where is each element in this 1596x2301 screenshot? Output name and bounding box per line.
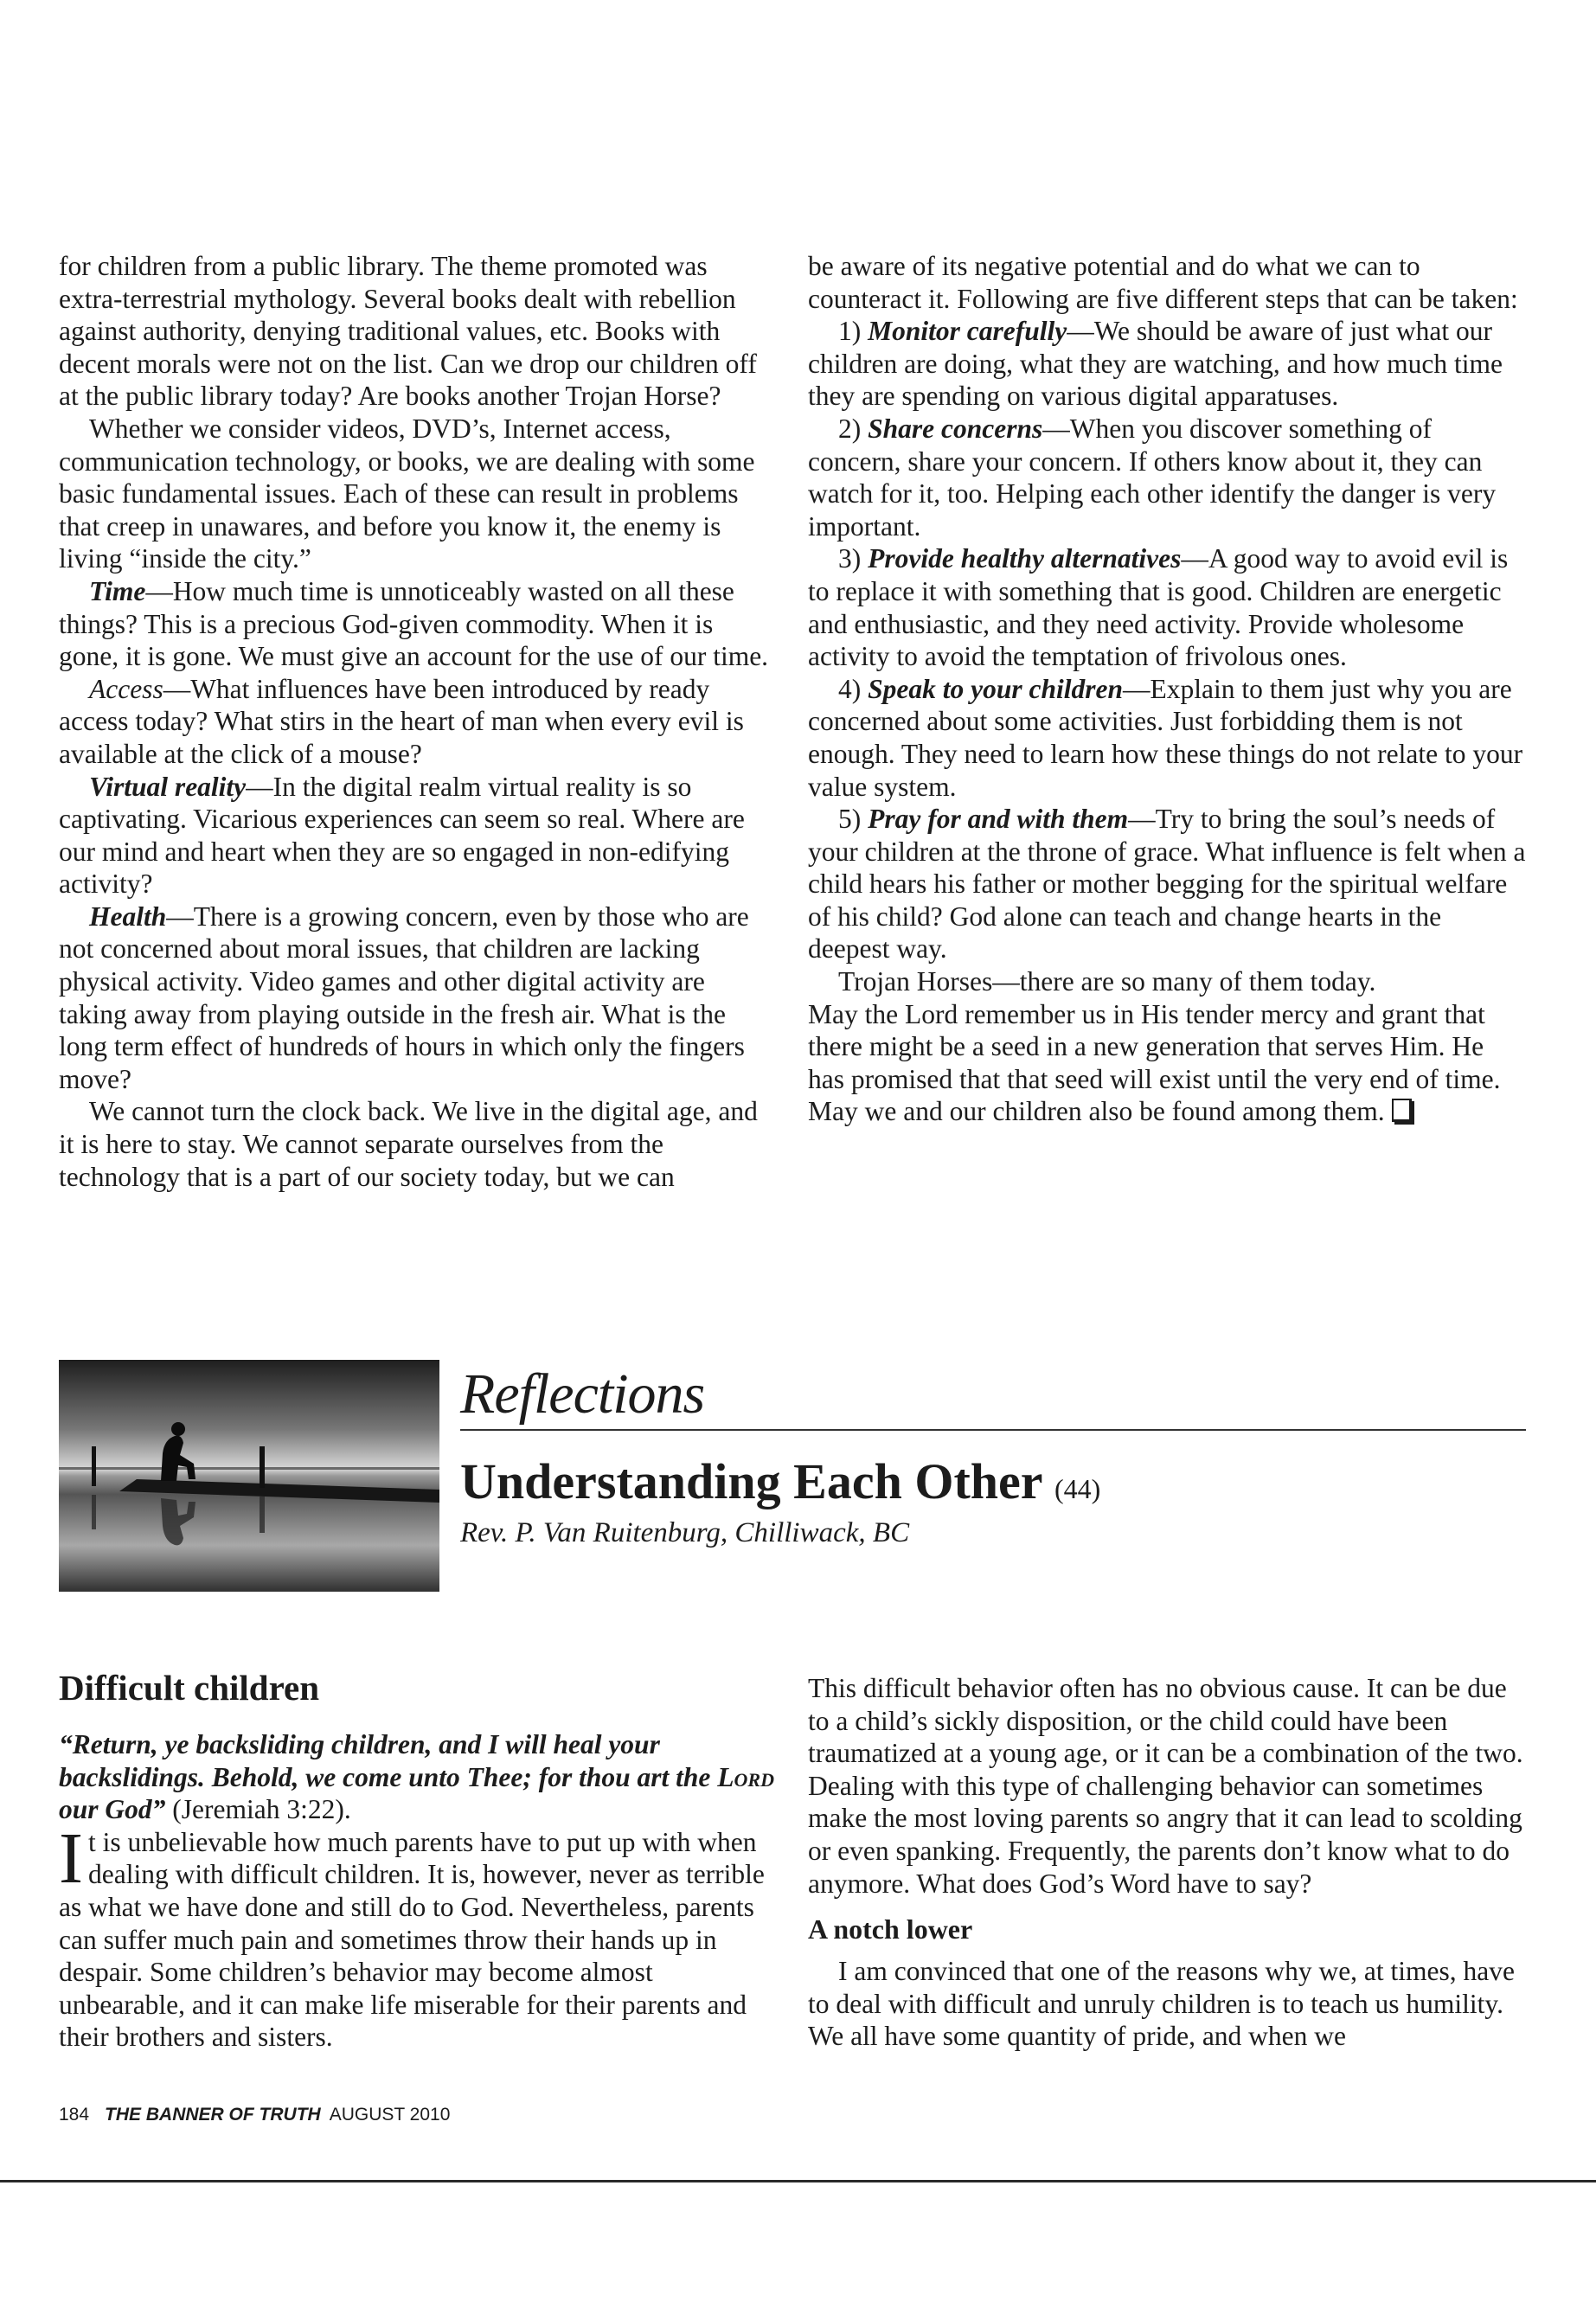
step-number: 5) xyxy=(838,804,862,835)
page-bottom-rule xyxy=(0,2180,1596,2182)
byline: Rev. P. Van Ruitenburg, Chilliwack, BC xyxy=(460,1517,910,1548)
step-3 xyxy=(808,542,1526,672)
reflection-photo xyxy=(59,1360,439,1592)
paragraph-access xyxy=(59,673,777,771)
quote-text: “Return, ye backsliding children, and I will heal your backslidings. Behold, we come unto Thee; for thou art the xyxy=(59,1729,711,1792)
article-number: (44) xyxy=(1054,1473,1101,1504)
term: Virtual reality xyxy=(89,771,247,802)
section-divider xyxy=(460,1429,1526,1431)
term-text: —A good way to avoid evil is to replace it with something that is good. Children are energetic and enthusiastic, and they need activity. Provide wholesome activity to avoid the temptation of frivolous ones. xyxy=(808,543,1509,672)
quote-reference: (Jeremiah 3:22). xyxy=(172,1794,351,1825)
term: Pray for and with them xyxy=(868,804,1129,835)
term: Time xyxy=(89,575,146,606)
paragraph-time xyxy=(59,575,777,673)
bottom-right-column xyxy=(808,1672,1526,2053)
term: Access xyxy=(89,673,163,704)
term-text: —When you discover something of concern, share your concern. If others know about it, they can watch for it, too. Helping each other identify the danger is very important. xyxy=(808,413,1497,542)
quote-lord: Lord xyxy=(717,1761,774,1792)
step-1 xyxy=(808,315,1526,413)
body-paragraph xyxy=(59,1817,777,2054)
article-title xyxy=(460,1452,1100,1519)
closing-text: May the Lord remember us in His tender mercy and grant that there might be a seed in a new generation that serves Him. He has promised that that seed will exist until the very end of time. May we and our children also be found among them. xyxy=(808,998,1501,1127)
paragraph-health xyxy=(59,901,777,1096)
magazine-name: THE BANNER OF TRUTH xyxy=(105,2105,321,2125)
top-right-column xyxy=(808,250,1526,1128)
step-2 xyxy=(808,413,1526,542)
paragraph: be aware of its negative potential and do what we can to counteract it. Following are five different steps that can be taken: xyxy=(808,251,1518,314)
step-number: 3) xyxy=(838,543,862,574)
step-number: 1) xyxy=(838,316,862,347)
paragraph: for children from a public library. The theme promoted was extra-terrestrial mythology. Several books dealt with rebellion against authority, denying traditional values, etc. Books with decent morals were not on the list. Can we drop our children off at the public library today? Are books another Trojan Horse? xyxy=(59,251,757,412)
term-text: —Try to bring the soul’s needs of your children at the throne of grace. What influence is felt when a child hears his father or mother begging for the spiritual welfare of his child? God alone can teach and change hearts in the deepest way. xyxy=(808,804,1526,965)
body-paragraph: I am convinced that one of the reasons why we, at times, have to deal with difficult and unruly children is to teach us humility. We all have some quantity of pride, and when we xyxy=(808,1956,1515,2052)
section-title: Reflections xyxy=(460,1362,705,1426)
top-left-column xyxy=(59,250,777,1193)
term: Provide healthy alternatives xyxy=(868,543,1182,574)
bottom-left-column xyxy=(59,1666,777,2054)
paragraph-virtual-reality xyxy=(59,771,777,901)
term: Share concerns xyxy=(868,413,1043,444)
end-mark-icon xyxy=(1392,1099,1412,1122)
term-text: —Explain to them just why you are concerned about some activities. Just forbidding them is not enough. They need to learn how these things do not relate to your value system. xyxy=(808,673,1523,802)
step-5 xyxy=(808,803,1526,965)
photo-silhouette-illustration xyxy=(59,1360,439,1592)
term-text: —We should be aware of just what our children are doing, what they are watching, and how much time they are spending on various digital apparatuses. xyxy=(808,316,1503,412)
drop-cap: I xyxy=(59,1817,83,1899)
closing-paragraph xyxy=(808,998,1526,1128)
page-footer xyxy=(59,2105,450,2125)
body-paragraph: This difficult behavior often has no obvious cause. It can be due to a child’s sickly disposition, or the child could have been traumatized at a young age, or it can be a combination of the two. Dealing with this type of challenging behavior can sometimes make the most loving parents so angry that it can lead to scolding or even spanking. Frequently, the parents don’t know what to do anymore. What does God’s Word have to say? xyxy=(808,1673,1523,1899)
step-number: 2) xyxy=(838,413,862,444)
subhead-2: A notch lower xyxy=(808,1913,973,1945)
paragraph: Whether we consider videos, DVD’s, Internet access, communication technology, or books, we are dealing with some basic fundamental issues. Each of these can result in problems that creep in unawares, and before you know it, the enemy is living “inside the city.” xyxy=(59,413,755,574)
term: Monitor carefully xyxy=(868,316,1067,347)
issue-date: AUGUST 2010 xyxy=(329,2105,451,2125)
term: Health xyxy=(89,901,167,932)
step-4 xyxy=(808,673,1526,803)
step-number: 4) xyxy=(838,673,862,704)
term: Speak to your children xyxy=(868,673,1124,704)
page-number: 184 xyxy=(59,2105,90,2125)
term-text: —In the digital realm virtual reality is so captivating. Vicarious experiences can seem so real. Where are our mind and heart when they are so engaged in non-edifying activity? xyxy=(59,771,745,900)
scripture-quote xyxy=(59,1728,777,1826)
paragraph: Trojan Horses—there are so many of them today. xyxy=(838,966,1376,997)
quote-end: our God” xyxy=(59,1794,166,1825)
term-text: —What influences have been introduced by ready access today? What stirs in the heart of man when every evil is available at the click of a mouse? xyxy=(59,673,744,769)
paragraph: We cannot turn the clock back. We live in the digital age, and it is here to stay. We cannot separate ourselves from the technology that is a part of our society today, but we can xyxy=(59,1096,758,1192)
body-text: t is unbelievable how much parents have to put up with when dealing with difficult children. It is, however, never as terrible as what we have done and still do to God. Nevertheless, parents can suffer much pain and sometimes throw their hands up in despair. Some children’s behavior may become almost unbearable, and it can make life miserable for their parents and their brothers and sisters. xyxy=(59,1826,765,2053)
subhead: Difficult children xyxy=(59,1668,320,1708)
article-title-text: Understanding Each Other xyxy=(460,1453,1042,1509)
term-text: —There is a growing concern, even by those who are not concerned about moral issues, that children are lacking physical activity. Video games and other digital activity are taking away from playing outside in the fresh air. What is the long term effect of hundreds of hours in which only the fingers move? xyxy=(59,901,749,1094)
term-text: —How much time is unnoticeably wasted on all these things? This is a precious God-given commodity. When it is gone, it is gone. We must give an account for the use of our time. xyxy=(59,575,769,672)
